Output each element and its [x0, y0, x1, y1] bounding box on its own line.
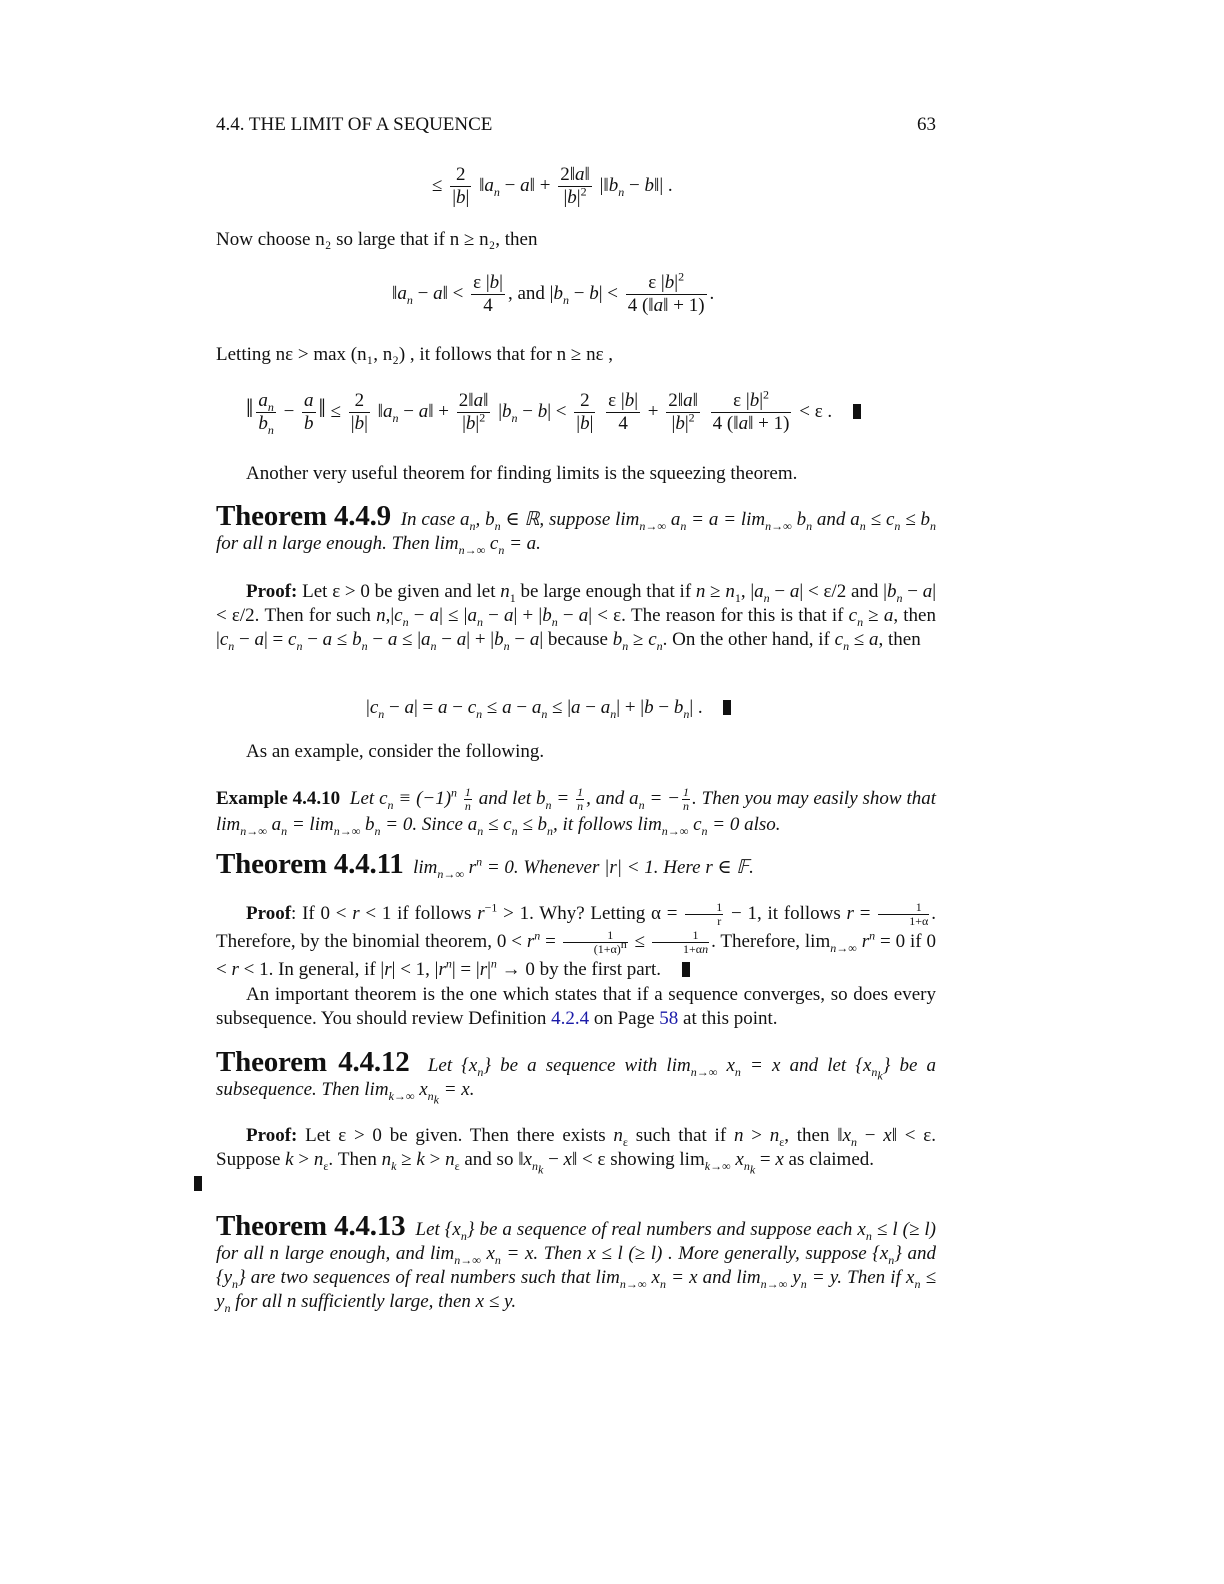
- theorem-4-4-11: Theorem 4.4.11 $\lim_{n\to\infty} r^n = 0$. Whenever |r| < 1. Here r ∈ 𝔽.: [216, 848, 754, 881]
- example-4-4-10: Example 4.4.10 Let $c_n \equiv (-1)^n$ $\frac{1}{n}$ and let $b_n$ = $\frac{1}{n}$ , and $a_n$ = − $\frac{1}{n}$ . Then you may easily show that $\lim_{n\to\infty} a_n = \lim_{n\to\infty} b_n = 0$. Since $a_n \le c_n \le b_n$, it follows $\lim_{n\to\infty} c_n = 0$ also.: [216, 785, 937, 838]
- proof-label: Proof:: [246, 1125, 298, 1146]
- proof-4-4-11: Proof: If 0 < r < 1 if follows $r^{-1} > 1$. Why? Letting α = $\frac{1}{r}$ − 1, it follows r = $\frac{1}{1+\alpha}$ . Therefore, by the binomial theorem, $0 < r^n$ = $\frac{1}{(1+\alpha)^n}$ ≤ $\frac{1}{1+\alpha n}$ . Therefore, $\lim_{n\to\infty} r^n = 0$ if 0 < r < 1. In general, if |r| < 1, $|r^n| = |r|^n \to 0$ by the first part.: [216, 900, 936, 981]
- qed-mark: [194, 1176, 202, 1191]
- running-header: [216, 113, 936, 137]
- letting-text: Letting nε > max (n₁, n₂) , it follows that for n ≥ nε ,: [216, 344, 614, 365]
- definition-link[interactable]: 4.2.4: [551, 1008, 590, 1029]
- example-intro: As an example, consider the following.: [246, 741, 545, 762]
- proof-label: Proof:: [246, 581, 298, 602]
- page-number: 63: [917, 114, 936, 135]
- equation-squeeze-case: $|c_n - a| = a - c_n \le a - a_n \le |a - a_n| + |b - b_n|$ .: [366, 696, 731, 720]
- qed-mark: [682, 962, 690, 977]
- squeeze-intro: Another very useful theorem for finding limits is the squeezing theorem.: [246, 463, 798, 484]
- equation-continuation: ≤ $\frac{2}{|b|}$ $‖a_n$ − a‖ + $\frac{2‖a‖}{|b|^2}$ $|‖b_n$ − b‖| .: [432, 164, 673, 208]
- theorem-4-4-12: Theorem 4.4.12 Let $\{x_n\}$ be a sequence with $\lim_{n\to\infty} x_n = x$ and let $\{x_{n_k}\}$ be a subsequence. Then $\lim_{k\to\infty} x_{n_k} = x$.: [216, 1046, 937, 1107]
- equation-choose-n2: $‖a_n$ − a‖ < $\frac{\varepsilon |b|}{4}$ , and $|b_n - b|$ < $\frac{\varepsilon |b|^2}{4 (‖a‖ + 1)}$ .: [392, 269, 715, 316]
- example-label: Example 4.4.10: [216, 787, 341, 809]
- qed-mark: [853, 404, 861, 419]
- qed-mark: [723, 700, 731, 715]
- choose-n2-text: Now choose n₂ so large that if n ≥ n₂, then: [216, 229, 538, 250]
- theorem-label: Theorem 4.4.9: [216, 500, 391, 532]
- proof-4-4-12: Proof: Let ε > 0 be given. Then there exists $n_\varepsilon$ such that if $n > n_\varepsilon$, then $‖x_n$ − x‖ < ε. Suppose $k > n_\varepsilon$. Then $n_k \ge k > n_\varepsilon$ and so $‖x_{n_k}$ − x‖ < ε showing $\lim_{k\to\infty} x_{n_k} = x$ as claimed.: [216, 1124, 936, 1196]
- proof-label: Proof: [246, 903, 292, 924]
- theorem-4-4-13: Theorem 4.4.13 Let $\{x_n\}$ be a sequence of real numbers and suppose each $x_n \le l$ (≥ l) for all n large enough, and $\lim_{n\to\infty} x_n = x$. Then x ≤ l (≥ l) . More generally, suppose $\{x_n\}$ and $\{y_n\}$ are two sequences of real numbers such that $\lim_{n\to\infty} x_n = x$ and $\lim_{n\to\infty} y_n = y$. Then if $x_n \le y_n$ for all n sufficiently large, then x ≤ y.: [216, 1210, 937, 1315]
- section-title: 4.4. THE LIMIT OF A SEQUENCE: [216, 114, 493, 135]
- theorem-label: Theorem 4.4.11: [216, 848, 404, 880]
- equation-quotient-bound: ‖ $\frac{a_n}{b_n}$ − $\frac{a}{b}$ ‖ ≤ $\frac{2}{|b|}$ $‖a_n$ − a‖ + $\frac{2‖a‖}{|b|^2}$ $|b_n - b|$ < $\frac{2}{|b|}$ $\frac{\varepsilon |b|}{4}$ + $\frac{2‖a‖}{|b|^2}$ $\frac{\varepsilon |b|^2}{4 (‖a‖ + 1)}$ < ε .: [246, 390, 861, 435]
- theorem-label: Theorem 4.4.12: [216, 1046, 410, 1078]
- proof-4-4-9: Proof: Let ε > 0 be given and let $n_1$ be large enough that if $n \ge n_1$, $|a_n - a| < \varepsilon/2$ and $|b_n - a| < \varepsilon/2$. Then for such $n,|c_n - a| \le |a_n - a| + |b_n - a| < \varepsilon$. The reason for this is that if $c_n \ge a$, then $|c_n - a| = c_n - a \le b_n - a \le |a_n - a| + |b_n - a|$ because $b_n \ge c_n$. On the other hand, if $c_n \le a$, then: [216, 581, 936, 653]
- theorem-label: Theorem 4.4.13: [216, 1210, 406, 1242]
- theorem-4-4-9: Theorem 4.4.9 In case $a_n$, $b_n$ ∈ ℝ, suppose $\lim_{n\to\infty} a_n = a = \lim_{n\to\infty} b_n$ and $a_n \le c_n \le b_n$ for all n large enough. Then $\lim_{n\to\infty} c_n = a$.: [216, 500, 937, 557]
- page-link[interactable]: 58: [659, 1008, 679, 1029]
- subsequence-intro: An important theorem is the one which states that if a sequence converges, so does every subsequence. You should review Definition 4.2.4 on Page 58 at this point.: [216, 984, 936, 1029]
